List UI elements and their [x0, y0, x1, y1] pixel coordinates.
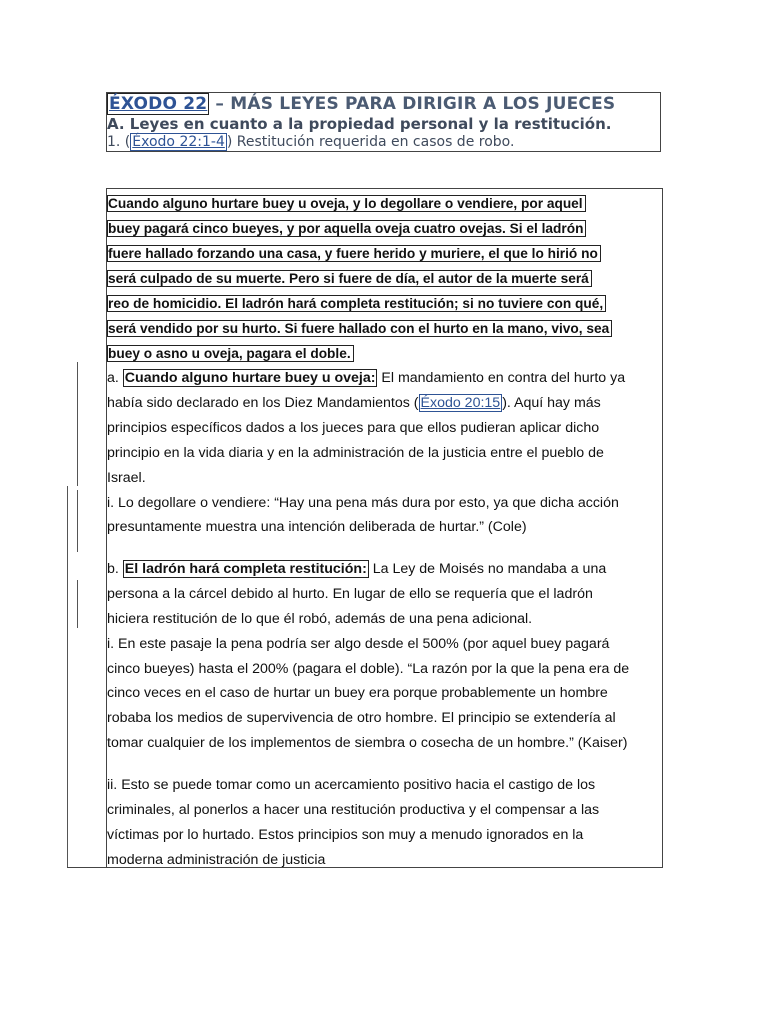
- section-subtitle: A. Leyes en cuanto a la propiedad personal y la restitución.: [107, 115, 612, 133]
- section-header: [106, 92, 661, 152]
- point-b-ii-line: moderna administración de justicia: [107, 852, 326, 868]
- scripture-line: fuere hallado forzando una casa, y fuere herido y muriere, el que lo hirió no: [107, 244, 601, 264]
- point-a-line: [107, 393, 601, 413]
- point-b-i-line: cinco veces en el caso de hurtar un buey era porque probablemente un hombre: [107, 685, 608, 701]
- scripture-line: será culpado de su muerte. Pero si fuere de día, el autor de la muerte será: [107, 269, 592, 289]
- scripture-line: buey pagará cinco bueyes, y por aquella oveja cuatro ovejas. Si el ladrón: [107, 219, 586, 239]
- point-a-line: [107, 368, 625, 388]
- point-b-i-line: i. En este pasaje la pena podría ser algo desde el 500% (por aquel buey pagará: [107, 636, 610, 652]
- point-b-line: persona a la cárcel debido al hurto. En lugar de ello se requería que el ladrón: [107, 586, 593, 602]
- point-b-ii-line: ii. Esto se puede tomar como un acercamiento positivo hacia el castigo de los: [107, 777, 596, 793]
- point-b-ii-line: criminales, al ponerlos a hacer una restitución productiva y el compensar a las: [107, 802, 600, 818]
- chapter-reference-link[interactable]: ÉXODO 22: [109, 94, 208, 114]
- point-b-prefix: b.: [107, 561, 123, 577]
- point-a-text: había sido declarado en los Diez Mandamientos (: [107, 395, 419, 411]
- chapter-title: [107, 94, 615, 114]
- revision-bar: [77, 490, 78, 552]
- point-a-heading: Cuando alguno hurtare buey u oveja:: [124, 370, 376, 386]
- point-a-line: principios específicos dados a los jueces para que ellos pudieran aplicar dicho: [107, 420, 600, 436]
- point-a-line: principio en la vida diaria y en la administración de la justicia entre el pueblo de: [107, 445, 604, 461]
- point-b-text: La Ley de Moisés no mandaba a una: [368, 561, 607, 577]
- scripture-line: reo de homicidio. El ladrón hará completa restitución; si no tuviere con qué,: [107, 294, 606, 314]
- point-b-ii-line: víctimas por lo hurtado. Estos principios son muy a menudo ignorados en la: [107, 827, 584, 843]
- point-a-text: ). Aquí hay más: [502, 395, 601, 411]
- passage-heading-prefix: 1. (: [107, 134, 131, 150]
- revision-bar: [67, 486, 68, 867]
- passage-reference-link[interactable]: Éxodo 22:1-4: [132, 134, 225, 150]
- scripture-line: buey o asno u oveja, pagara el doble.: [107, 344, 354, 364]
- point-b-i-line: robaba los medios de supervivencia de otro hombre. El principio se extendería al: [107, 710, 616, 726]
- point-b-i-line: cinco bueyes) hasta el 200% (pagara el doble). “La razón por la que la pena era de: [107, 661, 630, 677]
- point-b-heading: El ladrón hará completa restitución:: [124, 561, 367, 577]
- point-b-line: hiciera restitución de lo que él robó, además de una pena adicional.: [107, 611, 533, 627]
- point-a-i-line: i. Lo degollare o vendiere: “Hay una pena más dura por esto, ya que dicha acción: [107, 495, 619, 511]
- point-a-text: El mandamiento en contra del hurto ya: [377, 370, 626, 386]
- revision-bar: [77, 362, 78, 486]
- passage-heading-text: ) Restitución requerida en casos de robo.: [226, 134, 515, 150]
- point-a-prefix: a.: [107, 370, 123, 386]
- revision-bar: [77, 580, 78, 628]
- scripture-line: será vendido por su hurto. Si fuere hallado con el hurto en la mano, vivo, sea: [107, 319, 612, 339]
- scripture-line: Cuando alguno hurtare buey u oveja, y lo degollare o vendiere, por aquel: [107, 194, 586, 214]
- passage-heading: [107, 134, 514, 150]
- point-b-i-line: tomar cualquier de los implementos de siembra o cosecha de un hombre.” (Kaiser): [107, 735, 628, 751]
- exodus-20-15-link[interactable]: Éxodo 20:15: [420, 395, 501, 411]
- chapter-title-text: – MÁS LEYES PARA DIRIGIR A LOS JUECES: [209, 94, 616, 114]
- point-b-line: [107, 559, 606, 579]
- point-a-i-line: presuntamente muestra una intención deliberada de hurtar.” (Cole): [107, 519, 527, 535]
- point-a-line: Israel.: [107, 470, 146, 486]
